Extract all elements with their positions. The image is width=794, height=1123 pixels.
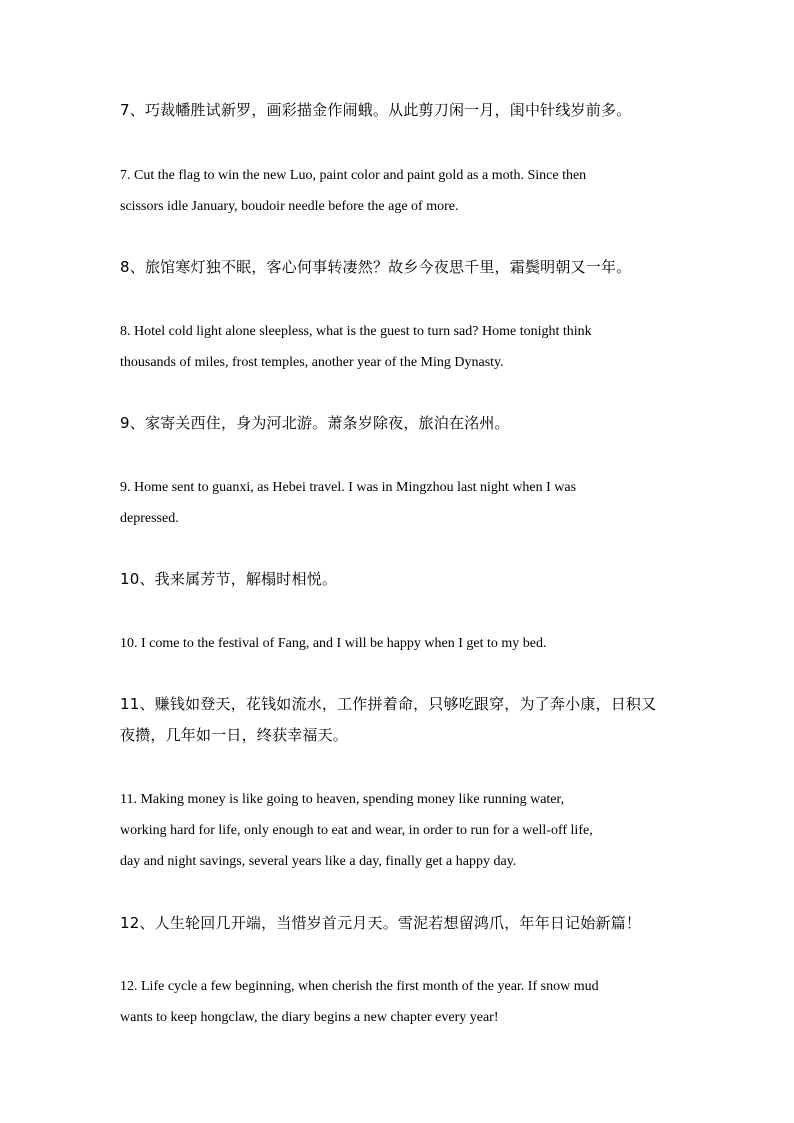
text-line: 7、巧裁幡胜试新罗，画彩描金作闹蛾。从此剪刀闲一月，闺中针线岁前多。 <box>120 101 632 119</box>
text-line: 7. Cut the flag to win the new Luo, paint color and paint gold as a moth. Since then <box>120 168 587 183</box>
text-line: 夜攒，几年如一日，终获幸福天。 <box>120 726 349 744</box>
text-line: wants to keep hongclaw, the diary begins a new chapter every year! <box>120 1010 499 1025</box>
poem-7-english <box>120 160 673 222</box>
text-line: 12. Life cycle a few beginning, when cherish the first month of the year. If snow mud <box>120 979 599 994</box>
text-line: depressed. <box>120 511 179 526</box>
poem-12-chinese <box>120 908 673 939</box>
poem-7-chinese <box>120 95 673 126</box>
poem-8-english <box>120 316 673 378</box>
poem-12-english <box>120 971 673 1033</box>
poem-10-english <box>120 628 673 659</box>
text-line: 9. Home sent to guanxi, as Hebei travel. I was in Mingzhou last night when I was <box>120 480 577 495</box>
text-line: 8、旅馆寒灯独不眠，客心何事转凄然？故乡今夜思千里，霜鬓明朝又一年。 <box>120 258 632 276</box>
text-line: 8. Hotel cold light alone sleepless, what is the guest to turn sad? Home tonight think <box>120 324 592 339</box>
text-line: 10、我来属芳节，解榻时相悦。 <box>120 570 338 588</box>
text-line: thousands of miles, frost temples, another year of the Ming Dynasty. <box>120 355 504 370</box>
poem-9-chinese <box>120 408 673 439</box>
poem-8-chinese <box>120 252 673 283</box>
text-line: working hard for life, only enough to eat and wear, in order to run for a well-off life, <box>120 823 593 838</box>
poem-11-english <box>120 784 673 877</box>
text-line: 9、家寄关西住，身为河北游。萧条岁除夜，旅泊在洺州。 <box>120 414 510 432</box>
poem-11-chinese <box>120 689 673 751</box>
text-line: 12、人生轮回几开端，当惜岁首元月天。雪泥若想留鸿爪，年年日记始新篇！ <box>120 914 642 932</box>
poem-9-english <box>120 472 673 534</box>
text-line: day and night savings, several years like a day, finally get a happy day. <box>120 854 517 869</box>
text-line: 11、赚钱如登天，花钱如流水，工作拼着命，只够吃跟穿，为了奔小康，日积又 <box>120 695 657 713</box>
text-line: 11. Making money is like going to heaven, spending money like running water, <box>120 792 565 807</box>
poem-10-chinese <box>120 564 673 595</box>
text-line: scissors idle January, boudoir needle before the age of more. <box>120 199 459 214</box>
text-line: 10. I come to the festival of Fang, and I will be happy when I get to my bed. <box>120 636 547 651</box>
